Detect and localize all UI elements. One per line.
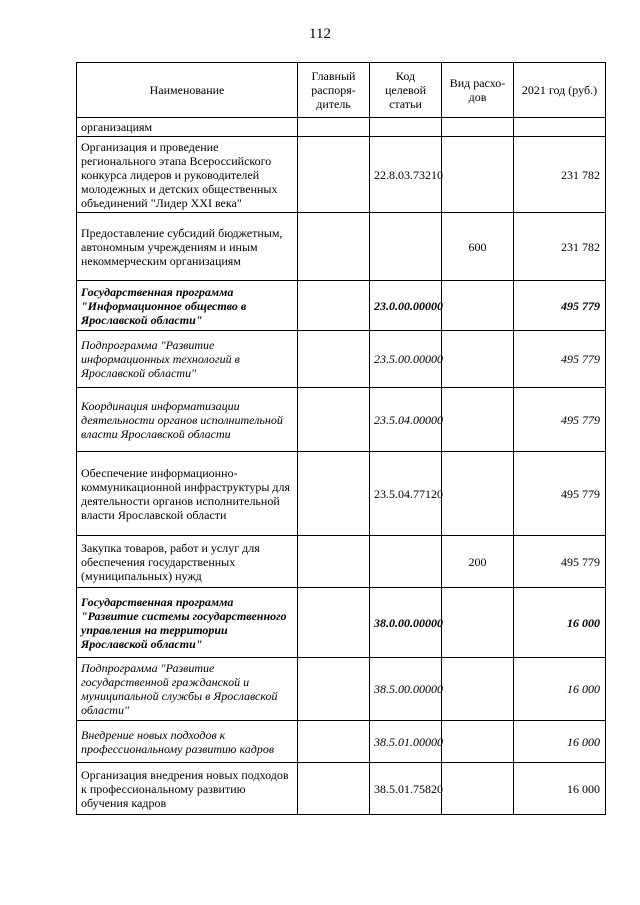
cell-code: 38.5.01.75820 bbox=[370, 763, 442, 815]
cell-sum: 16 000 bbox=[514, 588, 606, 658]
cell-name: Координация информатизации деятельности органов исполнительной власти Ярославской области bbox=[77, 388, 298, 452]
table-row bbox=[77, 452, 606, 536]
cell-code bbox=[370, 536, 442, 588]
cell-manager bbox=[298, 536, 370, 588]
cell-manager bbox=[298, 388, 370, 452]
cell-name: Обеспечение информационно-коммуникационной инфраструктуры для деятельности органов исполнительной власти Ярославской области bbox=[77, 452, 298, 536]
cell-code bbox=[370, 118, 442, 137]
cell-sum: 495 779 bbox=[514, 281, 606, 331]
cell-name: организациям bbox=[77, 118, 298, 137]
cell-name: Внедрение новых подходов к профессиональному развитию кадров bbox=[77, 721, 298, 763]
cell-manager bbox=[298, 137, 370, 213]
cell-manager bbox=[298, 213, 370, 281]
cell-type bbox=[442, 588, 514, 658]
cell-manager bbox=[298, 588, 370, 658]
cell-type bbox=[442, 452, 514, 536]
budget-table bbox=[76, 62, 606, 815]
cell-name: Государственная программа "Развитие системы государственного управления на территории Ярославской области" bbox=[77, 588, 298, 658]
cell-code: 23.0.00.00000 bbox=[370, 281, 442, 331]
table-row bbox=[77, 137, 606, 213]
cell-type bbox=[442, 118, 514, 137]
cell-type bbox=[442, 137, 514, 213]
cell-type bbox=[442, 388, 514, 452]
header-type: Вид расхо-дов bbox=[442, 63, 514, 118]
cell-code: 23.5.04.00000 bbox=[370, 388, 442, 452]
table-row bbox=[77, 658, 606, 721]
cell-manager bbox=[298, 763, 370, 815]
cell-manager bbox=[298, 331, 370, 388]
table-row bbox=[77, 763, 606, 815]
table-row bbox=[77, 331, 606, 388]
cell-type bbox=[442, 281, 514, 331]
header-name: Наименование bbox=[77, 63, 298, 118]
cell-manager bbox=[298, 721, 370, 763]
cell-code: 23.5.04.77120 bbox=[370, 452, 442, 536]
cell-sum: 231 782 bbox=[514, 137, 606, 213]
cell-type: 600 bbox=[442, 213, 514, 281]
cell-name: Предоставление субсидий бюджетным, автономным учреждениям и иным некоммерческим организациям bbox=[77, 213, 298, 281]
cell-name: Организация внедрения новых подходов к профессиональному развитию обучения кадров bbox=[77, 763, 298, 815]
cell-manager bbox=[298, 658, 370, 721]
cell-type bbox=[442, 763, 514, 815]
cell-code: 22.8.03.73210 bbox=[370, 137, 442, 213]
cell-type bbox=[442, 331, 514, 388]
cell-manager bbox=[298, 281, 370, 331]
table-row bbox=[77, 213, 606, 281]
table-row bbox=[77, 721, 606, 763]
cell-code: 38.5.01.00000 bbox=[370, 721, 442, 763]
cell-sum: 495 779 bbox=[514, 331, 606, 388]
cell-sum: 16 000 bbox=[514, 658, 606, 721]
page-number: 112 bbox=[309, 26, 331, 42]
cell-sum: 495 779 bbox=[514, 452, 606, 536]
table-row bbox=[77, 536, 606, 588]
cell-sum: 495 779 bbox=[514, 388, 606, 452]
table-row bbox=[77, 118, 606, 137]
cell-type bbox=[442, 721, 514, 763]
table-header-row bbox=[77, 63, 606, 118]
table-row bbox=[77, 388, 606, 452]
cell-sum bbox=[514, 118, 606, 137]
cell-type bbox=[442, 658, 514, 721]
cell-type: 200 bbox=[442, 536, 514, 588]
cell-name: Подпрограмма "Развитие государственной гражданской и муниципальной службы в Ярославской области" bbox=[77, 658, 298, 721]
header-code: Код целевой статьи bbox=[370, 63, 442, 118]
table-row bbox=[77, 588, 606, 658]
cell-code: 38.0.00.00000 bbox=[370, 588, 442, 658]
cell-manager bbox=[298, 452, 370, 536]
cell-name: Закупка товаров, работ и услуг для обеспечения государственных (муниципальных) нужд bbox=[77, 536, 298, 588]
table-body bbox=[77, 118, 606, 815]
cell-sum: 16 000 bbox=[514, 721, 606, 763]
header-sum: 2021 год (руб.) bbox=[514, 63, 606, 118]
header-manager: Главный распоря-дитель bbox=[298, 63, 370, 118]
cell-name: Организация и проведение регионального этапа Всероссийского конкурса лидеров и руководителей молодежных и детских общественных объединений "Лидер XXI века" bbox=[77, 137, 298, 213]
cell-sum: 495 779 bbox=[514, 536, 606, 588]
table-row bbox=[77, 281, 606, 331]
cell-code bbox=[370, 213, 442, 281]
cell-sum: 16 000 bbox=[514, 763, 606, 815]
cell-name: Подпрограмма "Развитие информационных технологий в Ярославской области" bbox=[77, 331, 298, 388]
cell-name: Государственная программа "Информационное общество в Ярославской области" bbox=[77, 281, 298, 331]
cell-code: 23.5.00.00000 bbox=[370, 331, 442, 388]
cell-sum: 231 782 bbox=[514, 213, 606, 281]
cell-manager bbox=[298, 118, 370, 137]
cell-code: 38.5.00.00000 bbox=[370, 658, 442, 721]
